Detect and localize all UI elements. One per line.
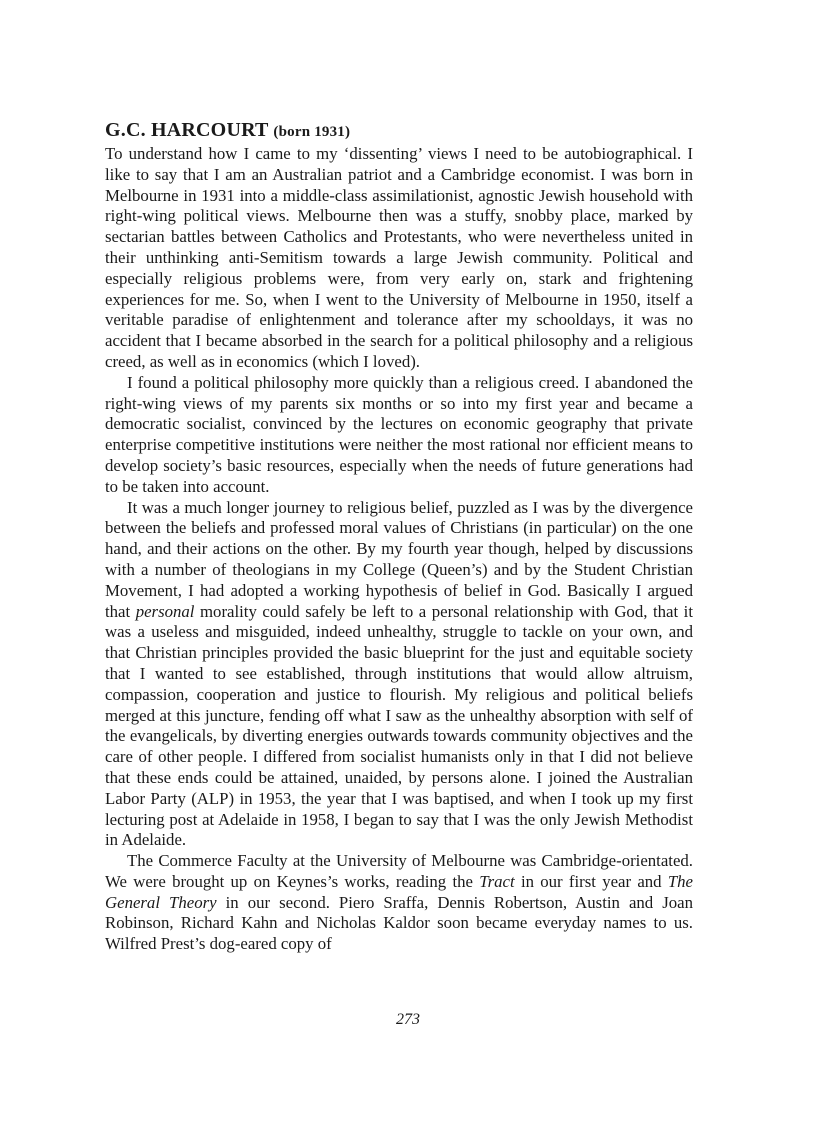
author-name: G.C. HARCOURT	[105, 119, 269, 141]
paragraph	[105, 144, 693, 373]
paragraph	[105, 851, 693, 955]
author-birth-year: (born 1931)	[273, 124, 351, 140]
text-run: It was a much longer journey to religious belief, puzzled as I was by the divergence between the beliefs and professed moral values of Christians (in particular) on the one hand, and their actions on the other. By my fourth year though, helped by discussions with a number of theologians in my College (Queen’s) and by the Student Christian Movement, I had adopted a working hypothesis of belief in God. Basically I argued that	[105, 497, 693, 621]
text-run: morality could safely be left to a personal relationship with God, that it was a useless and misguided, indeed unhealthy, struggle to tackle on your own, and that Christian principles provided the basic blueprint for the just and equitable society that I wanted to see established, through institutions that would allow altruism, compassion, cooperation and justice to flourish. My religious and political beliefs merged at this juncture, fending off what I saw as the unhealthy absorption with self of the evangelicals, by diverting energies outwards towards community objectives and the care of other people. I differed from socialist humanists only in that I did not believe that these ends could be attained, unaided, by persons alone. I joined the Australian Labor Party (ALP) in 1953, the year that I was baptised, and when I took up my first lecturing post at Adelaide in 1958, I began to say that I was the only Jewish Methodist in Adelaide.	[105, 601, 693, 850]
body-text	[105, 144, 693, 955]
page-content	[105, 118, 693, 955]
paragraph	[105, 498, 693, 852]
paragraph	[105, 373, 693, 498]
text-run: To understand how I came to my ‘dissenting’ views I need to be autobiographical. I like to say that I am an Australian patriot and a Cambridge economist. I was born in Melbourne in 1931 into a middle-class assimilationist, agnostic Jewish household with right-wing political views. Melbourne then was a stuffy, snobby place, marked by sectarian battles between Catholics and Protestants, who were nevertheless united in their unthinking anti-Semitism towards a large Jewish community. Political and especially religious problems were, from very early on, stark and frightening experiences for me. So, when I went to the University of Melbourne in 1950, itself a veritable paradise of enlightenment and tolerance after my schooldays, it was no accident that I became absorbed in the search for a political philosophy and a religious creed, as well as in economics (which I loved).	[105, 144, 693, 371]
chapter-heading	[105, 118, 693, 144]
page-number: 273	[396, 1011, 420, 1028]
text-run: in our first year and	[514, 871, 668, 891]
text-run: I found a political philosophy more quickly than a religious creed. I abandoned the right-wing views of my parents six months or so into my first year and became a democratic socialist, convinced by the lectures on economic geography that private enterprise competitive institutions were neither the most rational nor efficient means to develop society’s basic resources, especially when the needs of future generations had to be taken into account.	[105, 372, 693, 496]
italic-text: personal	[135, 601, 195, 621]
italic-text: Tract	[479, 871, 515, 891]
text-run: in our second. Piero Sraffa, Dennis Robertson, Austin and Joan Robinson, Richard Kahn and Nicholas Kaldor soon became everyday names to us. Wilfred Prest’s dog-eared copy of	[105, 892, 693, 954]
text-run: The Commerce Faculty at the University of Melbourne was Cambridge-orientated. We were brought up on Keynes’s works, reading the	[105, 851, 693, 891]
italic-text: The General Theory	[105, 871, 693, 912]
